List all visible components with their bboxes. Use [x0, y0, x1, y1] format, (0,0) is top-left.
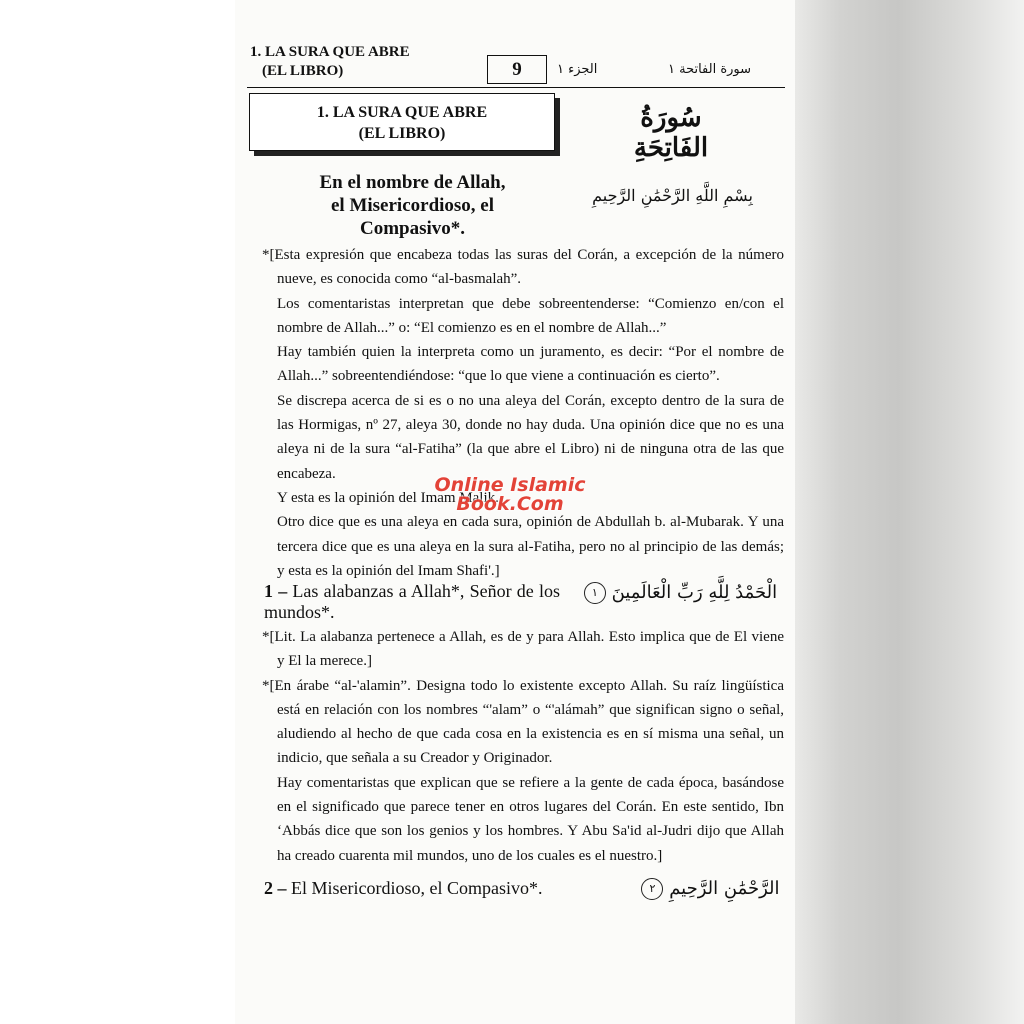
surah-label-arabic: سورة الفاتحة ١ [668, 62, 752, 77]
verse-1-text: Las alabanzas a Allah*, Señor de los mundos*. [264, 581, 561, 622]
footnote-paragraph: Y esta es la opinión del Imam Malik. [277, 489, 499, 506]
basmalah-arabic: بِسْمِ اللَّهِ الرَّحْمَٰنِ الرَّحِيمِ [592, 186, 753, 205]
surah-title-line2: (EL LIBRO) [358, 125, 446, 142]
book-spine-shadow [795, 0, 1024, 1024]
juz-label-arabic: الجزء ١ [557, 62, 598, 77]
footnote-paragraph: Hay también quien la interpreta como un juramento, es decir: “Por el nombre de Allah...” sobreentendiéndose: “que lo que viene a continuación es cierto”. [277, 344, 784, 385]
footnote-paragraph: Los comentaristas interpretan que debe sobreentenderse: “Comienzo en/con el nombre de Allah...” o: “El comienzo es en el nombre de Allah...” [277, 295, 784, 336]
verse-2-text: El Misericordioso, el Compasivo*. [286, 878, 543, 898]
ayah-marker-1: ١ [584, 582, 606, 604]
verse-1-translation [264, 581, 560, 623]
basmalah-translation [280, 171, 545, 240]
footnote-paragraph: Hay comentaristas que explican que se refiere a la gente de cada época, basándose en el significado que parece tener en otros lugares del Corán. En este sentido, Ibn ‘Abbás dice que son los genios y los hombres. Y Abu Sa'id al-Judri dijo que Allah ha creado cuarenta mil mundos, uno de los cuales es el nuestro.] [277, 774, 784, 864]
watermark [430, 476, 590, 514]
verse-2-translation [264, 878, 564, 899]
surah-title-calligraphy: سُورَةُ الفَاتِحَةِ [633, 103, 709, 163]
ayah-marker-2: ٢ [641, 878, 663, 900]
verse-2-arabic [638, 878, 783, 900]
running-header-line2: (EL LIBRO) [262, 63, 344, 79]
running-header [250, 43, 410, 81]
footnote-paragraph: Se discrepa acerca de si es o no una aleya del Corán, excepto dentro de la sura de las Hormigas, nº 27, aleya 30, donde no hay duda. Una opinión dice que no es una aleya ni de la sura “al-Fatiha” (la que abre el Libro) ni de ninguna otra de las que encabeza. [277, 392, 784, 482]
surah-title-box [249, 93, 555, 151]
header-divider [247, 87, 785, 88]
basmalah-line2: el Misericordioso, el Compasivo*. [330, 195, 495, 239]
verse-2-arabic-text: الرَّحْمَٰنِ الرَّحِيمِ [669, 878, 780, 899]
basmalah-footnote [262, 243, 784, 583]
footnote-paragraph: *[Lit. La alabanza pertenece a Allah, es de y para Allah. Esto implica que de El viene y El la merece.] [262, 629, 784, 670]
watermark-line1: Online Islamic [434, 474, 586, 496]
basmalah-line1: En el nombre de Allah, [319, 172, 506, 193]
footnote-paragraph: Otro dice que es una aleya en cada sura, opinión de Abdullah b. al-Mubarak. Y una tercera dice que es una aleya en la sura al-Fatiha, pero no al principio de las demás; y esta es la opinión del Imam Shafi'.] [277, 514, 784, 579]
page-number: 9 [487, 55, 547, 84]
surah-title-line1: 1. LA SURA QUE ABRE [316, 104, 488, 121]
verse-1-number: 1 – [264, 581, 288, 601]
verse-1-arabic-text: الْحَمْدُ لِلَّهِ رَبِّ الْعَالَمِينَ [611, 582, 778, 603]
verse-1-arabic [578, 582, 783, 604]
verse-2-number: 2 – [264, 878, 287, 898]
running-header-line1: 1. LA SURA QUE ABRE [250, 44, 410, 60]
footnote-paragraph: *[En árabe “al-'alamin”. Designa todo lo existente excepto Allah. Su raíz lingüística está en relación con los nombres “'alam” o “'alámah” que significan signo o señal, aludiendo al hecho de que cada cosa en la existencia es en sí misma una señal, un indicio, que señala a su Creador y Originador. [262, 677, 784, 767]
verse-1-footnote [262, 625, 784, 868]
watermark-line2: Book.Com [456, 493, 564, 515]
footnote-paragraph: *[Esta expresión que encabeza todas las suras del Corán, a excepción de la número nueve, es conocida como “al-basmalah”. [262, 247, 784, 288]
